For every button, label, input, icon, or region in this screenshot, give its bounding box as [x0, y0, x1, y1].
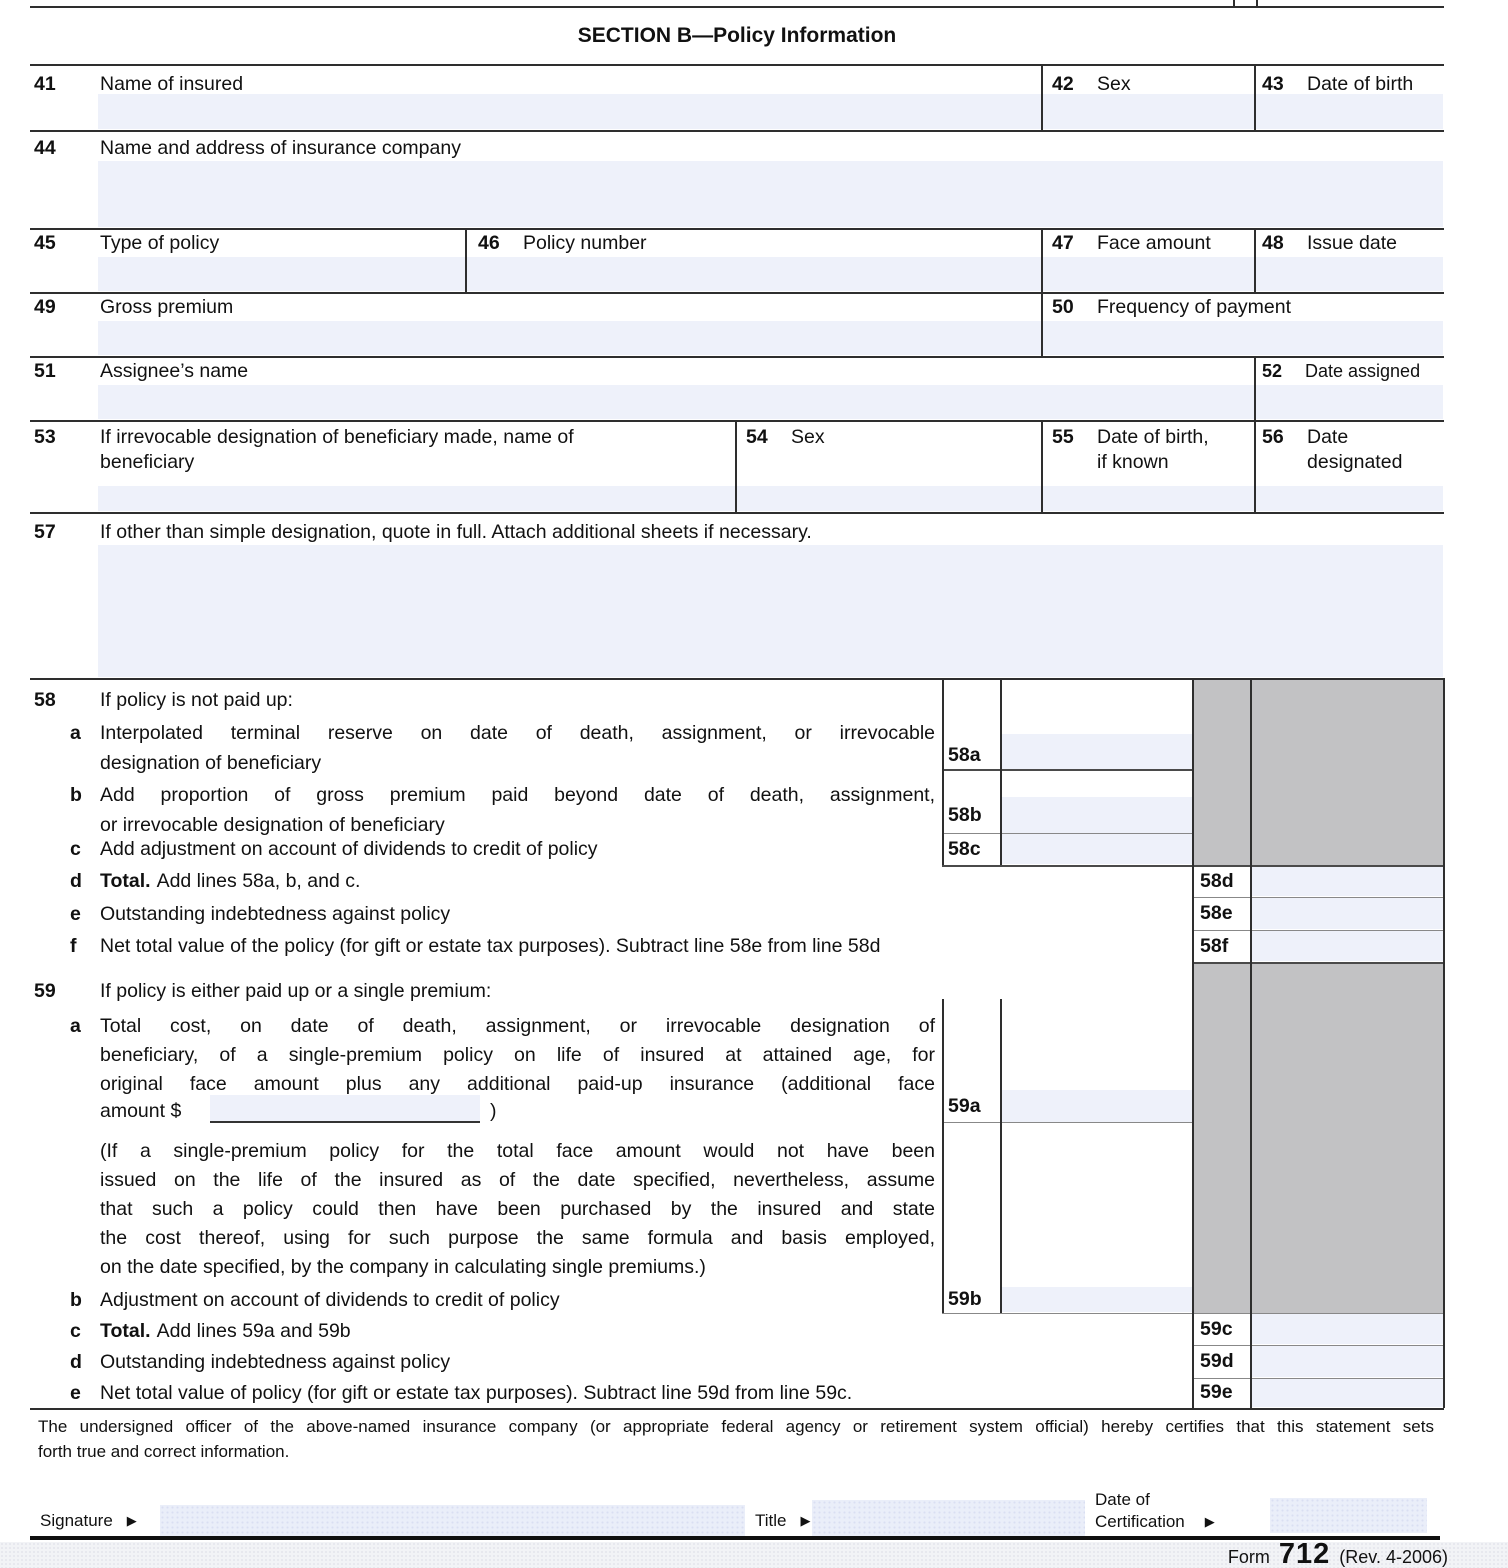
line-59a-note-1: (If a single-premium policy for the total face amount would not have been [100, 1140, 935, 1162]
divider-line [942, 769, 1194, 771]
line-58c-text [100, 838, 935, 860]
field-47-label: Face amount [1097, 232, 1211, 254]
line-59a-note-5: on the date specified, by the company in calculating single premiums.) [100, 1256, 706, 1278]
column-divider [1250, 678, 1252, 1408]
field-49-input[interactable] [98, 321, 1041, 355]
field-52-number: 52 [1262, 361, 1283, 381]
line-58e-text [100, 903, 1186, 925]
field-46-label: Policy number [523, 232, 647, 254]
date-label-text-1: Date of [1095, 1490, 1150, 1509]
divider-line [1192, 1345, 1445, 1346]
rule [30, 130, 1444, 132]
field-58f-input[interactable] [1251, 931, 1443, 961]
field-53-label-line1: If irrevocable designation of beneficiary made, name of [100, 426, 574, 448]
line-58e-letter: e [70, 903, 81, 925]
signature-input[interactable] [160, 1505, 745, 1536]
dot-leader [460, 1351, 1186, 1373]
line-58e-label: Outstanding indebtedness against policy [100, 903, 451, 925]
field-54-input[interactable] [736, 486, 1041, 511]
line-59a-text-3: original face amount plus any additional paid-up insurance (additional face [100, 1073, 935, 1095]
shaded-area [1193, 679, 1443, 865]
dot-leader [460, 903, 1186, 925]
field-48-input[interactable] [1255, 257, 1443, 291]
line-59e-box-label: 59e [1200, 1381, 1233, 1403]
dot-leader [522, 1100, 935, 1122]
title-label [755, 1510, 811, 1532]
column-divider [1254, 228, 1256, 292]
column-divider [1000, 999, 1002, 1313]
divider-line [942, 1122, 1194, 1123]
field-49-label: Gross premium [100, 296, 234, 318]
line-59a-note-2: issued on the life of the insured as of the date specified, nevertheless, assume [100, 1169, 935, 1191]
field-44-number: 44 [34, 137, 56, 159]
line-59d-box-label: 59d [1200, 1350, 1234, 1372]
field-45-input[interactable] [98, 257, 465, 291]
line-58f-letter: f [70, 935, 77, 957]
line-58c-label: Add adjustment on account of dividends to credit of policy [100, 838, 598, 860]
form-number: 712 [1278, 1538, 1331, 1568]
field-52-input[interactable] [1255, 385, 1443, 419]
additional-face-amount-input[interactable] [210, 1095, 480, 1123]
line-59e-label: Net total value of policy (for gift or estate tax purposes). Subtract line 59d from line 59c. [100, 1382, 853, 1404]
column-divider [1254, 64, 1256, 130]
field-51-label: Assignee’s name [100, 360, 249, 382]
field-54-number: 54 [746, 426, 768, 448]
certification-text-line1: The undersigned officer of the above-named insurance company (or appropriate federal agency or retirement system official) hereby certifies that this statement sets [38, 1417, 1434, 1436]
field-53-number: 53 [34, 426, 56, 448]
line-58f-text [100, 935, 1186, 957]
line-58b-text-2 [100, 814, 935, 836]
line-59a-box-label: 59a [948, 1095, 981, 1117]
column-divider [1192, 678, 1194, 1408]
divider-line [942, 833, 1194, 834]
line-59e-letter: e [70, 1382, 81, 1404]
line-59c-text [100, 1320, 1186, 1342]
rule [30, 678, 1444, 680]
field-46-input[interactable] [466, 257, 1041, 291]
rule [30, 6, 1444, 8]
field-51-number: 51 [34, 360, 56, 382]
divider-line [1192, 962, 1445, 964]
divider-line [1192, 897, 1445, 898]
line-59d-letter: d [70, 1351, 82, 1373]
rule [30, 420, 1444, 422]
line-59a-note-3: that such a policy could then have been purchased by the insured and state [100, 1198, 935, 1220]
line-59b-box-label: 59b [948, 1288, 982, 1310]
line-58d-text [100, 870, 1186, 892]
dot-leader [331, 752, 935, 774]
field-59a-input[interactable] [1001, 1090, 1192, 1122]
field-47-input[interactable] [1042, 257, 1254, 291]
line-58a-text-2-label: designation of beneficiary [100, 752, 322, 774]
field-43-number: 43 [1262, 73, 1284, 95]
line-59d-text [100, 1351, 1186, 1373]
field-50-label: Frequency of payment [1097, 296, 1292, 318]
field-42-label: Sex [1097, 73, 1131, 95]
column-divider [942, 678, 944, 865]
field-41-number: 41 [34, 73, 56, 95]
rule [30, 1408, 1444, 1410]
field-59d-input[interactable] [1251, 1346, 1443, 1377]
column-divider [1254, 420, 1256, 512]
rule [30, 64, 1444, 66]
line-59-number: 59 [34, 980, 56, 1002]
field-50-number: 50 [1052, 296, 1074, 318]
column-divider [1254, 356, 1256, 420]
right-arrowhead-icon: ▶ [800, 1513, 811, 1528]
field-44-input[interactable] [98, 161, 1443, 227]
field-49-number: 49 [34, 296, 56, 318]
line-59d-label: Outstanding indebtedness against policy [100, 1351, 451, 1373]
field-48-label: Issue date [1307, 232, 1397, 254]
dot-leader [608, 838, 935, 860]
line-59e-text [100, 1382, 1186, 1404]
line-59a-note-4: the cost thereof, using for such purpose the same formula and basis employed, [100, 1227, 935, 1249]
line-58b-text-1: Add proportion of gross premium paid beyond date of death, assignment, [100, 784, 935, 806]
line-58-heading: If policy is not paid up: [100, 689, 293, 711]
line-58d-box-label: 58d [1200, 870, 1234, 892]
field-43-label: Date of birth [1307, 73, 1414, 95]
form-revision: (Rev. 4-2006) [1339, 1547, 1448, 1567]
signature-label [40, 1510, 137, 1532]
dot-leader [890, 935, 1186, 957]
line-58c-box-label: 58c [948, 838, 981, 860]
field-56-input[interactable] [1255, 486, 1443, 511]
rule [30, 292, 1444, 294]
field-43-input[interactable] [1255, 94, 1443, 129]
line-59a-text-2: beneficiary, of a single-premium policy on life of insured at attained age, for [100, 1044, 935, 1066]
field-55-label-line1: Date of birth, [1097, 426, 1209, 448]
field-54-label: Sex [791, 426, 825, 448]
line-58e-box-label: 58e [1200, 902, 1233, 924]
dot-leader [370, 870, 1186, 892]
rule [30, 228, 1444, 230]
column-divider [1041, 228, 1043, 292]
line-59b-letter: b [70, 1289, 82, 1311]
title-input[interactable] [812, 1500, 1085, 1536]
line-58-number: 58 [34, 689, 56, 711]
divider-line [1192, 1378, 1445, 1379]
field-58e-input[interactable] [1251, 898, 1443, 929]
field-57-label: If other than simple designation, quote in full. Attach additional sheets if necessary. [100, 521, 812, 543]
line-59-heading: If policy is either paid up or a single premium: [100, 980, 492, 1002]
field-58b-input[interactable] [1001, 797, 1192, 833]
line-58a-box-label: 58a [948, 744, 981, 766]
line-58b-box-label: 58b [948, 804, 982, 826]
right-arrowhead-icon: ▶ [126, 1513, 137, 1528]
column-divider [465, 228, 467, 292]
line-59c-box-label: 59c [1200, 1318, 1233, 1340]
line-58f-label: Net total value of the policy (for gift or estate tax purposes). Subtract line 58e from line 58d [100, 935, 881, 957]
field-55-input[interactable] [1042, 486, 1254, 511]
line-59b-label: Adjustment on account of dividends to credit of policy [100, 1289, 560, 1311]
field-47-number: 47 [1052, 232, 1074, 254]
field-55-number: 55 [1052, 426, 1074, 448]
line-59a-amount-label: amount $ [100, 1100, 182, 1122]
field-58c-input[interactable] [1001, 834, 1192, 864]
line-59c-bold: Total. [100, 1320, 151, 1342]
line-59a-leader [512, 1100, 935, 1122]
field-59e-input[interactable] [1251, 1379, 1443, 1407]
field-56-number: 56 [1262, 426, 1284, 448]
line-58b-letter: b [70, 784, 82, 806]
section-title: SECTION B—Policy Information [577, 24, 897, 47]
divider-line [1192, 930, 1445, 931]
line-59a-text-1: Total cost, on date of death, assignment, or irrevocable designation of [100, 1015, 935, 1037]
field-46-number: 46 [478, 232, 500, 254]
field-53-input[interactable] [98, 486, 735, 511]
dot-leader [361, 1320, 1186, 1342]
line-58d-bold: Total. [100, 870, 151, 892]
line-58d-label: Add lines 58a, b, and c. [156, 870, 361, 892]
dot-leader [862, 1382, 1186, 1404]
field-44-label: Name and address of insurance company [100, 137, 461, 159]
field-58d-input[interactable] [1251, 866, 1443, 896]
column-divider [735, 420, 737, 512]
line-59b-text [100, 1289, 935, 1311]
field-45-number: 45 [34, 232, 56, 254]
shaded-area [1193, 962, 1443, 1313]
column-divider [1000, 678, 1002, 865]
date-label-text-2: Certification [1095, 1512, 1185, 1531]
column-divider [1041, 420, 1043, 512]
field-45-label: Type of policy [100, 232, 220, 254]
column-divider [1041, 292, 1043, 356]
field-50-input[interactable] [1042, 321, 1443, 355]
form-word: Form [1227, 1547, 1270, 1567]
column-divider [942, 999, 944, 1313]
right-arrowhead-icon: ▶ [1204, 1514, 1215, 1529]
field-55-label-line2: if known [1097, 451, 1169, 473]
line-58d-letter: d [70, 870, 82, 892]
field-56-label-line2: designated [1307, 451, 1403, 473]
field-53-label-line2: beneficiary [100, 451, 195, 473]
line-59c-letter: c [70, 1320, 81, 1342]
column-divider [1041, 64, 1043, 130]
form-footer [1228, 1538, 1448, 1568]
date-of-certification-label-line2 [1095, 1511, 1215, 1533]
field-57-number: 57 [34, 521, 56, 543]
column-divider [1443, 678, 1445, 1408]
field-51-input[interactable] [98, 385, 1254, 419]
rule [30, 356, 1444, 358]
line-58c-letter: c [70, 838, 81, 860]
field-59c-input[interactable] [1251, 1314, 1443, 1344]
field-57-input[interactable] [98, 545, 1443, 677]
field-48-number: 48 [1262, 232, 1284, 254]
line-58b-text-2-label: or irrevocable designation of beneficiary [100, 814, 445, 836]
date-of-certification-input[interactable] [1270, 1498, 1427, 1533]
line-58a-letter: a [70, 722, 81, 744]
field-42-input[interactable] [1042, 94, 1254, 129]
line-58f-box-label: 58f [1200, 935, 1229, 957]
field-52-label: Date assigned [1305, 361, 1421, 381]
line-59c-label: Add lines 59a and 59b [156, 1320, 351, 1342]
certification-text-line2: forth true and correct information. [38, 1442, 290, 1461]
title-label-text: Title [755, 1511, 787, 1530]
field-56-label-line1: Date [1307, 426, 1349, 448]
signature-label-text: Signature [40, 1511, 113, 1530]
field-58a-input[interactable] [1001, 734, 1192, 769]
field-59b-input[interactable] [1001, 1287, 1192, 1312]
line-58a-text-1: Interpolated terminal reserve on date of death, assignment, or irrevocable [100, 722, 935, 744]
dot-leader [570, 1289, 935, 1311]
line-58a-text-2 [100, 752, 935, 774]
date-of-certification-label-line1 [1095, 1489, 1150, 1511]
line-59a-letter: a [70, 1015, 81, 1037]
field-42-number: 42 [1052, 73, 1074, 95]
dot-leader [455, 814, 935, 836]
line-59a-close-paren: ) [490, 1100, 497, 1122]
field-41-input[interactable] [98, 94, 1041, 129]
rule [30, 512, 1444, 514]
field-41-label: Name of insured [100, 73, 244, 95]
